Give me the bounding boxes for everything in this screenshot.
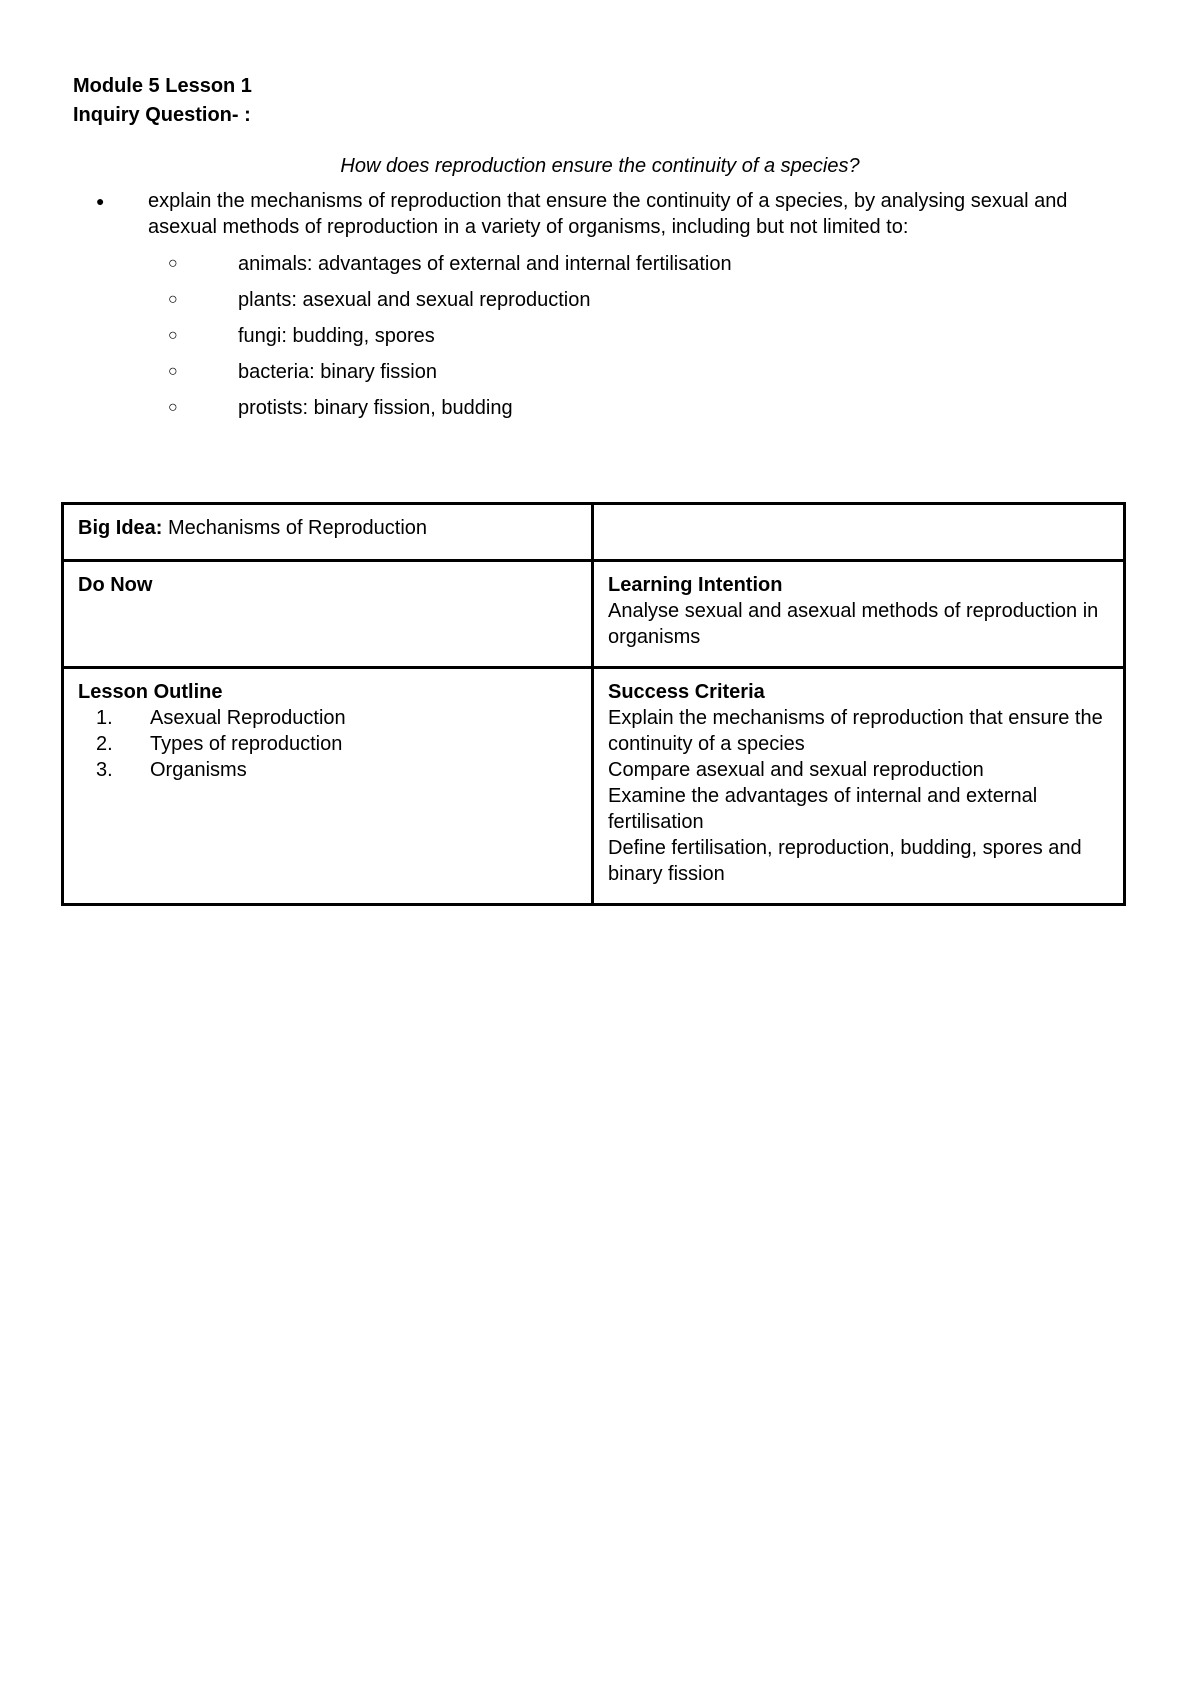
circle-bullet-icon: ○ — [168, 399, 178, 416]
table-row — [63, 504, 1125, 561]
circle-bullet-icon: ○ — [168, 255, 178, 272]
lesson-plan-table — [61, 502, 1126, 906]
list-item-text: Types of reproduction — [150, 733, 343, 755]
table-row — [63, 668, 1125, 905]
inquiry-label: Inquiry Question- : — [73, 104, 251, 126]
list-item — [78, 705, 577, 731]
syllabus-outcome — [96, 188, 1146, 426]
learning-intention-cell — [593, 561, 1125, 668]
big-idea-value: Mechanisms of Reproduction — [162, 517, 428, 539]
list-item — [78, 757, 577, 783]
circle-bullet-icon: ○ — [168, 363, 178, 380]
list-item-text: bacteria: binary fission — [238, 360, 437, 383]
list-number: 1. — [96, 707, 113, 729]
success-criterion: Compare asexual and sexual reproduction — [608, 759, 984, 781]
success-criteria-cell — [593, 668, 1125, 905]
list-item-text: Organisms — [150, 759, 247, 781]
list-item-text: animals: advantages of external and internal fertilisation — [238, 252, 732, 275]
list-item — [96, 318, 1146, 354]
list-item-text: Asexual Reproduction — [150, 707, 346, 729]
learning-intention-label: Learning Intention — [608, 574, 783, 596]
circle-bullet-icon: ○ — [168, 327, 178, 344]
page-title: Module 5 Lesson 1 — [73, 75, 252, 97]
organism-list — [96, 246, 1146, 426]
big-idea-right-cell — [593, 504, 1125, 561]
table-row — [63, 561, 1125, 668]
lesson-outline-list — [78, 705, 577, 783]
success-criteria-label: Success Criteria — [608, 681, 765, 703]
big-idea-label: Big Idea: — [78, 517, 163, 539]
list-item — [96, 282, 1146, 318]
list-number: 2. — [96, 733, 113, 755]
list-number: 3. — [96, 759, 113, 781]
learning-intention-text: Analyse sexual and asexual methods of reproduction in organisms — [608, 600, 1099, 648]
do-now-cell — [63, 561, 593, 668]
list-item — [96, 354, 1146, 390]
bullet-icon: ● — [96, 193, 105, 209]
list-item — [96, 390, 1146, 426]
circle-bullet-icon: ○ — [168, 291, 178, 308]
inquiry-question: How does reproduction ensure the continuity of a species? — [340, 155, 860, 177]
outcome-text: explain the mechanisms of reproduction that ensure the continuity of a species, by analysing sexual and asexual methods of reproduction in a variety of organisms, including but not limited to: — [148, 190, 1068, 238]
list-item-text: protists: binary fission, budding — [238, 396, 513, 419]
success-criterion: Explain the mechanisms of reproduction that ensure the continuity of a species — [608, 707, 1103, 755]
success-criterion: Examine the advantages of internal and external fertilisation — [608, 785, 1038, 833]
do-now-label: Do Now — [78, 574, 153, 596]
big-idea-cell — [63, 504, 593, 561]
lesson-outline-label: Lesson Outline — [78, 681, 223, 703]
success-criterion: Define fertilisation, reproduction, budding, spores and binary fission — [608, 837, 1082, 885]
lesson-outline-cell — [63, 668, 593, 905]
list-item-text: fungi: budding, spores — [238, 324, 435, 347]
list-item-text: plants: asexual and sexual reproduction — [238, 288, 591, 311]
list-item — [78, 731, 577, 757]
list-item — [96, 246, 1146, 282]
